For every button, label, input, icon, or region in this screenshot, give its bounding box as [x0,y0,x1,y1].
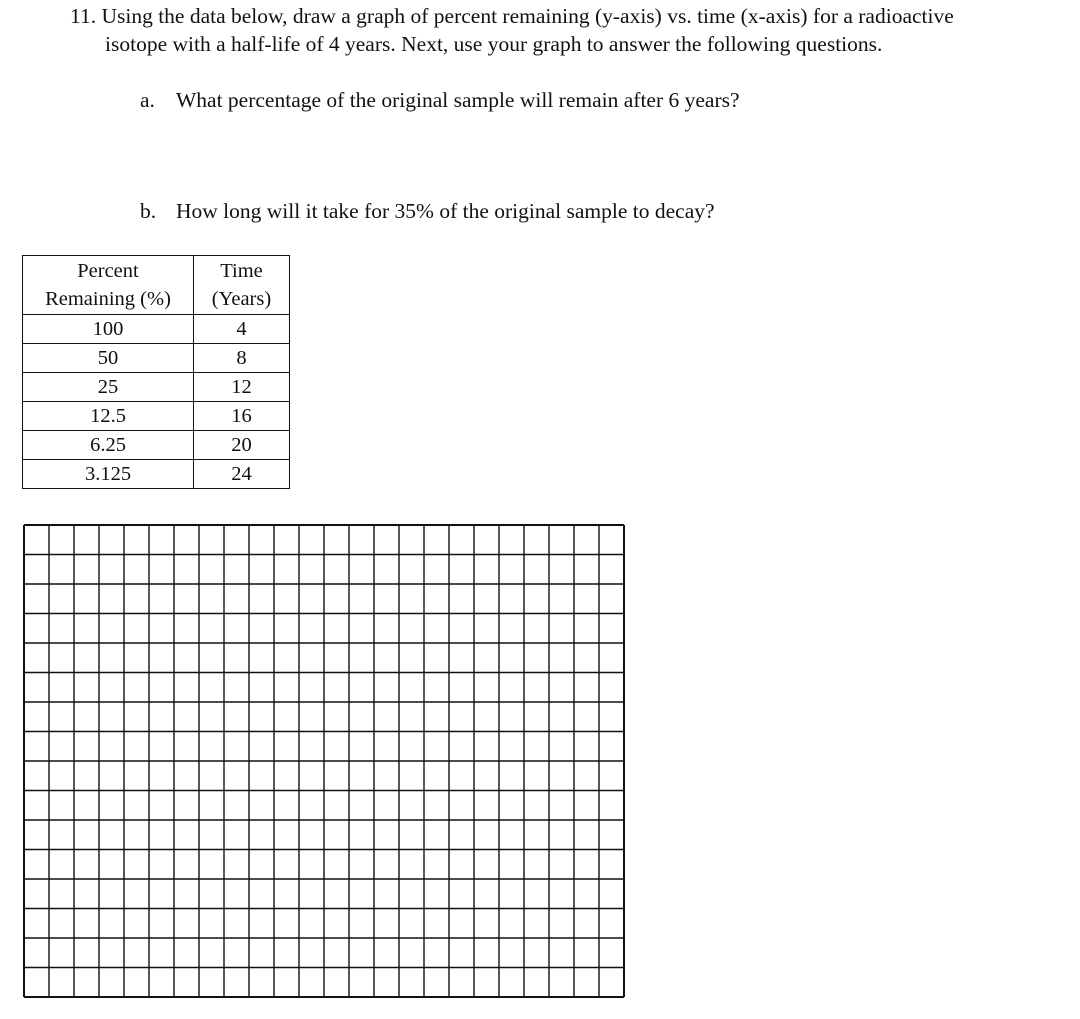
part-b-letter: b. [140,199,157,223]
percent-cell: 50 [23,344,194,373]
table-row [23,315,290,344]
time-cell: 8 [194,344,290,373]
table-row [23,344,290,373]
time-cell: 12 [194,373,290,402]
table-row [23,373,290,402]
table-row [23,460,290,489]
time-header-line1: Time [220,260,263,282]
percent-cell: 12.5 [23,402,194,431]
time-cell: 20 [194,431,290,460]
table-row [23,431,290,460]
percent-header-line2: Remaining (%) [45,288,171,310]
part-a-letter: a. [140,88,155,112]
time-cell: 24 [194,460,290,489]
graph-paper-grid[interactable] [22,523,626,999]
decay-data-table [22,255,290,489]
question-line-1: 11. Using the data below, draw a graph of percent remaining (y-axis) vs. time (x-axis) for a radioactive [70,4,954,28]
question-part-a [140,90,740,112]
percent-header [23,256,194,315]
table-row [23,402,290,431]
time-cell: 16 [194,402,290,431]
percent-cell: 6.25 [23,431,194,460]
table-header-row [23,256,290,315]
part-a-text: What percentage of the original sample will remain after 6 years? [176,88,740,112]
part-b-text: How long will it take for 35% of the original sample to decay? [176,199,715,223]
question-part-b [140,201,715,223]
question-line-2: isotope with a half-life of 4 years. Next, use your graph to answer the following questions. [105,32,883,56]
percent-cell: 3.125 [23,460,194,489]
percent-header-line1: Percent [77,260,139,282]
percent-cell: 25 [23,373,194,402]
time-header-line2: (Years) [211,288,272,310]
time-header [194,256,290,315]
percent-cell: 100 [23,315,194,344]
time-cell: 4 [194,315,290,344]
